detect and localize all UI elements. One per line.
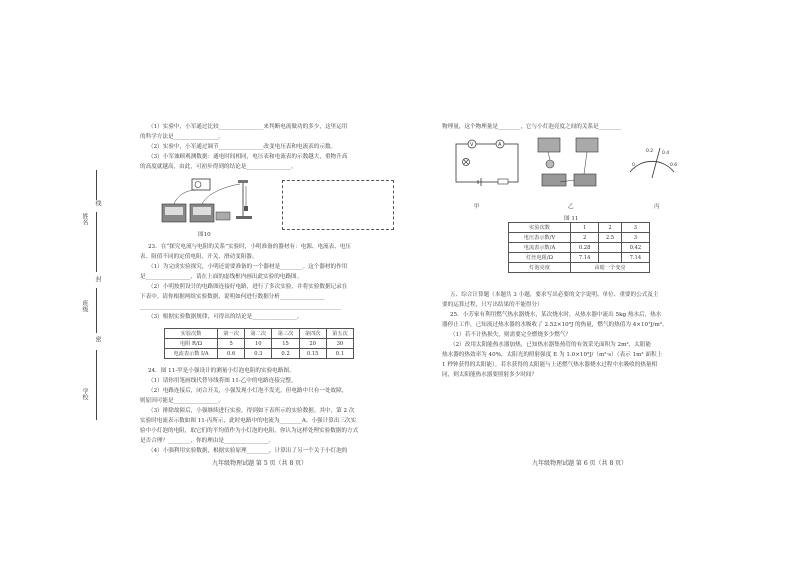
q24-part3-c: 验中小灯泡的电阻，取它们的平均值作为小灯泡的电阻，你认为这样处理实验数据的方式 (140, 428, 359, 434)
table-cell: 20 (299, 339, 326, 349)
table-cell: 2 (571, 233, 599, 243)
circuit-drawing-box[interactable] (282, 180, 394, 230)
svg-text:0: 0 (632, 163, 635, 168)
table-cell: 15 (272, 339, 299, 349)
table-cell: 电压表示数/V (509, 233, 571, 243)
q22-part1-b: 的科学方法是________________。 (140, 134, 224, 140)
table-resistance-current (164, 328, 354, 359)
table-cell: 10 (245, 339, 272, 349)
q23-part2-b: 下表中。请你根据两组实验数据，说明如何进行数据分析________________ (140, 294, 325, 300)
q22-part3: （3）小军兼顾观测数据：通电时间相同，电压表和电流表的示数越大，重物升高 (148, 154, 348, 160)
table-cell: 灯泡亮度 (509, 263, 571, 273)
q24-part3: （3）排除故障后，小强继续进行实验，得到如下表所示的实验数据。其中，第 2 次 (148, 408, 355, 414)
figure-11-label: 图 11 (564, 216, 579, 222)
left-page-footer: 九年级物理试题 第 5 页（共 8 页） (212, 460, 308, 467)
table-cell: 2 (599, 223, 622, 233)
svg-text:A: A (498, 142, 502, 148)
table-cell: 7.14 (571, 253, 599, 263)
left-page (140, 96, 405, 496)
q25-part1: （1）若不计热损失，则需要完全燃烧多少燃气？ (450, 332, 572, 338)
section-5-heading: 五、综合计算题（本题共 3 小题，要求写出必要的文字说明、单位、重要的公式及主 (450, 292, 659, 298)
table-cell: 电阻 R/Ω (165, 339, 218, 349)
binding-line-mid (96, 212, 97, 272)
figure-10-label: 图10 (198, 232, 211, 238)
q24-part2-b: 则原因可能是________________。 (140, 398, 224, 404)
table-row (509, 233, 650, 243)
table-row (509, 243, 650, 253)
table-cell: 实验次数 (165, 329, 218, 339)
q23-part1-b: 是________________，请在上面的虚线框内画出此实验的电路图。 (140, 274, 303, 280)
q25-part2-c: 1 秒钟获得的太阳能）。若水获得的太阳能与上述燃气热水器烧水过程中水吸收的热量相 (442, 362, 658, 368)
right-page-footer: 九年级物理试题 第 6 页（共 8 页） (532, 460, 628, 467)
table-cell: 第五次 (326, 329, 353, 339)
q23-part3: （3）根据实验数据规律，可得出的结论是________________。 (148, 314, 303, 320)
q24-part4: （4）小强利用实验数据，根据实验原理________，计算出了另一个关于小灯泡的 (148, 448, 348, 454)
q22-part3-b: 的高度就越高，由此，可初步得到的结论是________________。 (140, 164, 297, 170)
figure-11-label-b: 乙 (568, 204, 574, 210)
table-cell: 0.3 (245, 349, 272, 359)
margin-name: 姓名 (81, 213, 88, 225)
svg-text:0.6: 0.6 (670, 163, 678, 168)
q25-part2-d: 同，则太阳能热水器要照射多少时间？ (442, 372, 538, 378)
table-cell: 第一次 (218, 329, 245, 339)
table-cell: 30 (326, 339, 353, 349)
q25-intro-b: 器停止工作，已知流过热水器的水吸收了 2.52×10⁶J 的热量，燃气的热值为 4×10⁷J/m³。 (442, 322, 668, 328)
table-cell: 3 (621, 223, 649, 233)
table-cell: 第三次 (272, 329, 299, 339)
q23-part1: （1）为完成实验探究，小明还需要准备的一个器材是________。这个器材的作用 (148, 264, 348, 270)
q24-part3-b: 实验时电流表示数如图 11-丙所示，此时电路中的电流为________A。小强计算出三次实 (140, 418, 357, 424)
q25-intro: 25．小芳家有利用燃气热水器烧水，某次烧水时，从热水器中流出 5kg 热水后，热水 (450, 312, 662, 318)
table-row (165, 349, 354, 359)
figure-11 (450, 134, 682, 202)
section-5-heading-b: 要的运算过程，只写出结果的不能得分） (442, 302, 543, 308)
table-cell: 0.15 (299, 349, 326, 359)
q23-intro: 23．在“探究电流与电阻的关系”实验时，小明准备的器材有：电源、电流表、电压 (148, 244, 352, 250)
margin-class: 班级 (81, 300, 88, 312)
table-cell: 第四次 (299, 329, 326, 339)
binding-line-bottom (96, 350, 97, 420)
table-cell: 电流表示数/A (509, 243, 571, 253)
table-cell: 7.14 (621, 253, 649, 263)
q24-part2: （2）电路连接后，闭合开关，小强发现小灯泡不发光，但电路中只有一处故障， (148, 388, 348, 394)
table-cell: 2.5 (599, 233, 622, 243)
table-cell: 第二次 (245, 329, 272, 339)
q22-part1: （1）实验中，小军通过比较________________来判断电流做功的多少，这里运用 (148, 124, 348, 130)
figure-11-label-a: 甲 (474, 204, 480, 210)
figure-11-label-c: 丙 (654, 204, 660, 210)
q23-part2: （2）小明按照设计的电路图连接好电路，进行了多次实验，并将实验数据记录在 (148, 284, 348, 290)
binding-line-top (96, 170, 97, 200)
table-cell: 0.6 (218, 349, 245, 359)
table-row (165, 339, 354, 349)
q23-intro-b: 表、阻值不同的定值电阻、开关、滑动变阻器。 (140, 254, 258, 260)
table-row (509, 263, 650, 273)
q23-part2-c: ________________________________________________________________________ (140, 304, 342, 310)
q24-part3-d: 是否合理？________，你的理由是________________。 (140, 438, 275, 444)
table-cell: 0.1 (326, 349, 353, 359)
table-lamp-data (508, 222, 650, 273)
table-cell: 灯丝电阻/Ω (509, 253, 571, 263)
table-cell: 1 (571, 223, 599, 233)
q24-part4-continued: 物理量，这个物理量是________，它与小灯泡亮度之间的关系是________ (442, 124, 622, 130)
margin-school: 学校 (81, 388, 88, 400)
table-cell: 0.42 (621, 243, 649, 253)
binding-line-low (96, 288, 97, 333)
q25-part2-b: 热水器的热效率为 40%，太阳光的照射强度 E 为 1.0×10³J/（m²·s）（表示 1m² 面积上 (442, 352, 663, 358)
q25-part2: （2）改用太阳能热水器加热，已知热水器集热管的有效采光面积为 2m²，太阳能 (450, 342, 652, 348)
q22-part2: （2）实验中，小军通过调节________________改变电压表和电流表的示数。 (148, 144, 337, 150)
svg-text:V: V (470, 142, 474, 148)
table-cell: 由暗一个变亮 (571, 263, 650, 273)
table-cell: 0.2 (272, 349, 299, 359)
right-page (442, 96, 682, 496)
margin-line1: 封 (94, 276, 101, 282)
table-cell: 电流表示数 I/A (165, 349, 218, 359)
figure-10 (158, 176, 258, 228)
table-cell[interactable] (599, 253, 622, 263)
q24-part1: （1）请你用笔画线代替导线将图 11-乙中的电路连接完整。 (148, 378, 297, 384)
margin-line2: 线 (94, 200, 101, 206)
table-cell: 3 (621, 233, 649, 243)
table-cell: 实验次数 (509, 223, 571, 233)
margin-seal: 密 (94, 336, 101, 342)
table-row (165, 329, 354, 339)
table-cell[interactable] (599, 243, 622, 253)
svg-text:0.4: 0.4 (662, 151, 670, 156)
table-row (509, 223, 650, 233)
table-cell: 0.28 (571, 243, 599, 253)
q24-intro: 24．图 11-甲是小强设计的测量小灯泡电阻的实验电路图。 (148, 368, 295, 374)
table-cell: 5 (218, 339, 245, 349)
table-row (509, 253, 650, 263)
svg-text:0.2: 0.2 (646, 149, 654, 154)
